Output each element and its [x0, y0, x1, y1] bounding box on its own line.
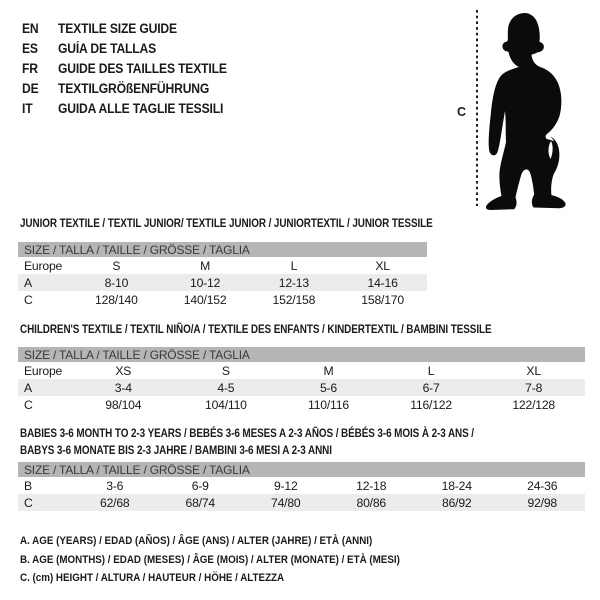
size-cell: 122/128	[512, 397, 556, 412]
language-title: GUIDE DES TAILLES TEXTILE	[58, 60, 227, 76]
size-cell: 3-6	[106, 478, 124, 493]
size-cell: 6-7	[422, 380, 440, 395]
size-cell: M	[200, 258, 211, 273]
size-header-row	[18, 347, 585, 362]
footnote-legend	[20, 532, 400, 588]
language-title: GUÍA DE TALLAS	[58, 41, 157, 57]
size-cell: 92/98	[527, 495, 557, 510]
footnote-b: B. AGE (MONTHS) / EDAD (MESES) / ÂGE (MOIS) / ALTER (MONATE) / ETÀ (MESI)	[20, 553, 400, 566]
language-code: ES	[22, 41, 38, 57]
size-cell: XS	[115, 363, 132, 378]
size-cell: 5-6	[319, 380, 337, 395]
language-line	[22, 59, 227, 79]
row-label: C	[24, 397, 33, 412]
size-cell: 62/68	[100, 495, 130, 510]
size-cell: 14-16	[367, 275, 398, 290]
table-row-height	[18, 291, 427, 308]
size-cell: 74/80	[271, 495, 301, 510]
size-cell: 24-36	[527, 478, 558, 493]
babies-size-table	[18, 462, 585, 511]
size-cell: 8-10	[104, 275, 129, 290]
size-cell: 128/140	[95, 292, 138, 307]
table-row-age	[18, 379, 585, 396]
junior-size-table	[18, 242, 427, 308]
size-cell: 158/170	[361, 292, 404, 307]
size-cell: XL	[526, 363, 541, 378]
size-cell: 18-24	[441, 478, 472, 493]
size-cell: 116/122	[410, 397, 452, 412]
size-cell: 80/86	[356, 495, 386, 510]
size-cell: 12-13	[278, 275, 309, 290]
footnote-c: C. (cm) HEIGHT / ALTURA / HAUTEUR / HÖHE / ALTEZZA	[20, 572, 285, 585]
height-measure-label: C	[456, 105, 467, 119]
table-row-age	[18, 274, 427, 291]
size-cell: 110/116	[308, 397, 349, 412]
table-row-months	[18, 477, 585, 494]
junior-table-title: JUNIOR TEXTILE / TEXTIL JUNIOR/ TEXTILE JUNIOR / JUNIORTEXTIL / JUNIOR TESSILE	[20, 216, 433, 230]
language-line	[22, 19, 227, 39]
babies-table-title-line1: BABIES 3-6 MONTH TO 2-3 YEARS / BEBÉS 3-6 MESES A 2-3 AÑOS / BÉBÉS 3-6 MOIS À 2-3 ANS /	[20, 426, 474, 440]
size-cell: S	[112, 258, 121, 273]
language-line	[22, 98, 227, 118]
baby-figure-graphic	[450, 4, 600, 214]
size-cell: XL	[375, 258, 390, 273]
table-row-height	[18, 494, 585, 511]
table-row-height	[18, 396, 585, 413]
language-code: FR	[22, 60, 38, 76]
children-size-table	[18, 347, 585, 413]
size-cell: S	[221, 363, 230, 378]
size-header-row	[18, 462, 585, 477]
row-label: A	[24, 380, 32, 395]
language-line	[22, 39, 227, 59]
size-cell: L	[427, 363, 435, 378]
language-line	[22, 78, 227, 98]
size-cell: 9-12	[273, 478, 298, 493]
row-label: B	[24, 478, 32, 493]
language-title: TEXTILE SIZE GUIDE	[58, 21, 177, 37]
size-cell: 3-4	[114, 380, 132, 395]
size-header: SIZE / TALLA / TAILLE / GRÖSSE / TAGLIA	[18, 347, 585, 362]
size-cell: 10-12	[190, 275, 221, 290]
language-title-list	[22, 19, 250, 118]
size-cell: 12-18	[356, 478, 387, 493]
size-cell: 86/92	[442, 495, 472, 510]
language-title: TEXTILGRÖßENFÜHRUNG	[58, 80, 210, 96]
height-figure	[450, 4, 600, 214]
size-cell: 98/104	[105, 397, 142, 412]
baby-silhouette	[486, 13, 566, 210]
language-code: EN	[22, 21, 39, 37]
children-table-title: CHILDREN'S TEXTILE / TEXTIL NIÑO/A / TEXTILE DES ENFANTS / KINDERTEXTIL / BAMBINI TESSILE	[20, 322, 492, 336]
row-label: A	[24, 275, 32, 290]
size-header: SIZE / TALLA / TAILLE / GRÖSSE / TAGLIA	[18, 462, 585, 477]
row-label: Europe	[24, 258, 63, 273]
babies-table-title-line2: BABYS 3-6 MONATE BIS 2-3 JAHRE / BAMBINI 3-6 MESI A 2-3 ANNI	[20, 443, 332, 457]
size-cell: 152/158	[272, 292, 316, 307]
size-cell: 140/152	[183, 292, 227, 307]
size-cell: 68/74	[185, 495, 215, 510]
size-cell: M	[323, 363, 334, 378]
language-code: DE	[22, 80, 39, 96]
table-row-europe	[18, 362, 585, 379]
row-label: Europe	[24, 363, 63, 378]
size-cell: 104/110	[205, 397, 247, 412]
size-cell: L	[290, 258, 298, 273]
table-row-europe	[18, 257, 427, 274]
footnote-a: A. AGE (YEARS) / EDAD (AÑOS) / ÂGE (ANS) / ALTER (JAHRE) / ETÀ (ANNI)	[20, 535, 373, 547]
language-title: GUIDA ALLE TAGLIE TESSILI	[58, 100, 224, 116]
row-label: C	[24, 292, 33, 307]
size-cell: 7-8	[525, 380, 543, 395]
language-code: IT	[22, 100, 33, 116]
size-cell: 4-5	[217, 380, 235, 395]
size-header-row	[18, 242, 427, 257]
size-cell: 6-9	[191, 478, 209, 493]
row-label: C	[24, 495, 33, 510]
size-header: SIZE / TALLA / TAILLE / GRÖSSE / TAGLIA	[18, 242, 427, 257]
